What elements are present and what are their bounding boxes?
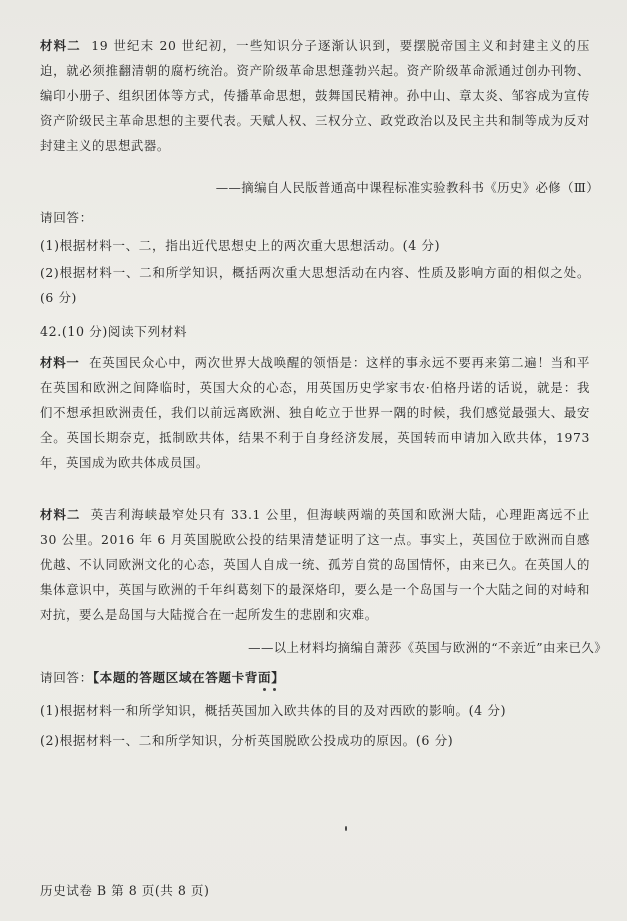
material-2b-label: 材料二 xyxy=(40,507,81,522)
page-footer: 历史试卷 B 第 8 页(共 8 页) xyxy=(40,883,210,898)
question-41-1: (1)根据材料一、二，指出近代思想史上的两次重大思想活动。(4 分) xyxy=(40,238,441,253)
material-2-label: 材料二 xyxy=(40,38,81,53)
answer-prompt-2 xyxy=(40,667,284,686)
print-speck xyxy=(263,688,266,691)
question-42-1: (1)根据材料一和所学知识，概括英国加入欧共体的目的及对西欧的影响。(4 分) xyxy=(40,703,507,718)
material-2b-paragraph xyxy=(40,502,590,627)
source-citation-2: ——以上材料均摘编自萧莎《英国与欧洲的“不亲近”由来已久》 xyxy=(248,640,607,655)
answer-area-note: 【本题的答题区域在答题卡背面】 xyxy=(92,670,285,685)
material-2b-text: 英吉利海峡最窄处只有 33.1 公里，但海峡两端的英国和欧洲大陆，心理距离远不止 30 公里。2016 年 6 月英国脱欧公投的结果清楚证明了这一点。事实上，英国位于欧洲而自感优越、不认同欧洲文化的心态，英国人自成一统、孤芳自赏的岛国情怀，由来已久。在英国人的集体意识中，英国与欧洲的千年纠葛刻下的最深烙印，要么是一个岛国与一个大陆之间的对峙和对抗，要么是岛国与大陆搅合在一起所发生的悲剧和灾难。 xyxy=(40,507,590,622)
material-2-paragraph xyxy=(40,33,590,158)
source-citation-1: ——摘编自人民版普通高中课程标准实验教科书《历史》必修（Ⅲ） xyxy=(215,180,599,195)
question-41-2: (2)根据材料一、二和所学知识，概括两次重大思想活动在内容、性质及影响方面的相似之处。(6 分) xyxy=(40,265,590,305)
material-1-label: 材料一 xyxy=(40,355,80,370)
question-42-header: 42.(10 分)阅读下列材料 xyxy=(40,324,188,339)
print-speck xyxy=(273,688,276,691)
question-42-2: (2)根据材料一、二和所学知识，分析英国脱欧公投成功的原因。(6 分) xyxy=(40,733,454,748)
material-1-text: 在英国民众心中，两次世界大战唤醒的领悟是：这样的事永远不要再来第二遍！当和平在英国和欧洲之间降临时，英国大众的心态，用英国历史学家韦农·伯格丹诺的话说，就是：我们不想承担欧洲责任，我们以前远离欧洲、独自屹立于世界一隅的时候，我们感觉最强大、最安全。英国长期奈克，抵制欧共体，结果不利于自身经济发展，英国转而申请加入欧共体，1973 年，英国成为欧共体成员国。 xyxy=(40,355,591,470)
answer-prompt-2-text: 请回答： xyxy=(40,670,93,685)
answer-prompt-1: 请回答： xyxy=(40,210,93,225)
material-2-text: 19 世纪末 20 世纪初，一些知识分子逐渐认识到，要摆脱帝国主义和封建主义的压迫，就必须推翻清朝的腐朽统治。资产阶级革命思想蓬勃兴起。资产阶级革命派通过创办刊物、编印小册子、组织团体等方式，传播革命思想，鼓舞国民精神。孙中山、章太炎、邹容成为宣传资产阶级民主革命思想的主要代表。天赋人权、三权分立、政党政治以及民主共和制等成为反对封建主义的思想武器。 xyxy=(40,38,590,153)
print-speck xyxy=(345,826,347,831)
material-1-paragraph xyxy=(40,350,590,475)
